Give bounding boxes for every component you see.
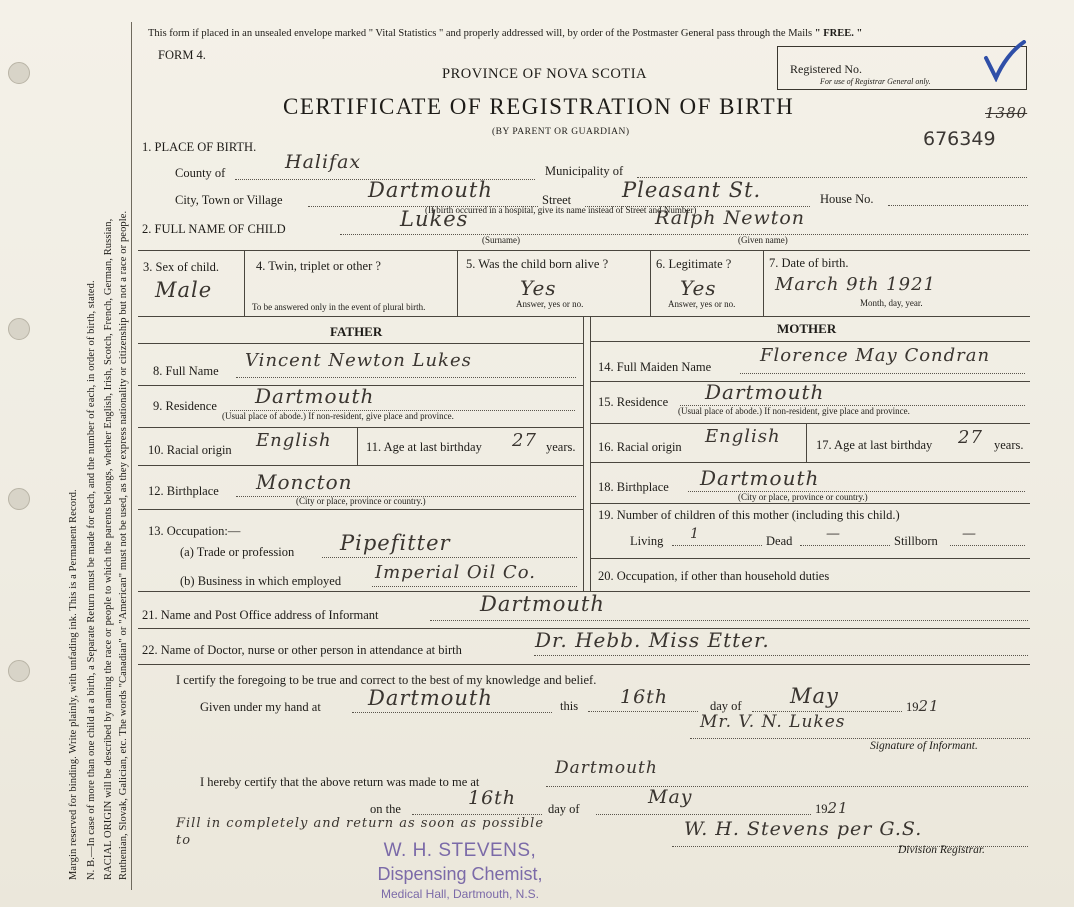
row-rule [138, 509, 583, 510]
registrar-day-of-label: day of [548, 802, 580, 816]
date-of-birth-value: March 9th 1921 [775, 274, 936, 295]
doctor-value: Dr. Hebb. Miss Etter. [535, 628, 770, 652]
father-trade-label: (a) Trade or profession [180, 545, 295, 559]
municipality-label: Municipality of [545, 164, 624, 178]
mother-children-label: 19. Number of children of this mother (including this child.) [598, 508, 900, 522]
mother-residence-label: 15. Residence [598, 395, 669, 409]
father-name-value: Vincent Newton Lukes [245, 350, 472, 371]
given-place-line [352, 712, 552, 713]
living-value: 1 [690, 526, 700, 542]
mother-occupation-label: 20. Occupation, if other than household duties [598, 569, 830, 583]
informant-signature: Mr. V. N. Lukes [700, 712, 846, 732]
margin-note-multiple-births: N. B.—In case of more than one child at a birth, a Separate Return must be made for each, and the number of each, in order of birth, stated. [86, 280, 97, 880]
stillborn-label: Stillborn [894, 534, 938, 548]
given-day-line [588, 711, 698, 712]
alive-label: 5. Was the child born alive ? [466, 257, 609, 271]
living-label: Living [630, 534, 664, 548]
city-value: Dartmouth [368, 178, 493, 202]
given-name-note: (Given name) [738, 235, 788, 245]
alive-note: Answer, yes or no. [516, 299, 584, 309]
house-number-label: House No. [820, 192, 874, 206]
binding-hole [8, 660, 30, 682]
father-age-label: 11. Age at last birthday [366, 440, 482, 454]
mother-race-label: 16. Racial origin [598, 440, 682, 454]
row-rule [138, 427, 583, 428]
father-business-value: Imperial Oil Co. [375, 562, 536, 583]
mother-age-label: 17. Age at last birthday [816, 438, 933, 452]
street-value: Pleasant St. [622, 178, 762, 202]
row-rule [138, 250, 1030, 251]
house-number-line [888, 205, 1028, 206]
mother-birthplace-label: 18. Birthplace [598, 480, 669, 494]
row-rule [138, 664, 1030, 665]
margin-note-racial-origin: RACIAL ORIGIN will be described by naming the race or people to which the parents belongs, whether English, Irish, Scotch, French, German, Russian, [103, 218, 114, 880]
margin-rule [131, 22, 132, 890]
row-rule [590, 462, 1030, 463]
row-rule [590, 503, 1030, 504]
column-divider [583, 316, 584, 591]
child-surname-value: Lukes [400, 207, 469, 231]
crossed-number: 1380 [985, 104, 1028, 122]
column-rule [650, 250, 651, 316]
column-rule [244, 250, 245, 316]
twin-label: 4. Twin, triplet or other ? [256, 259, 381, 273]
informant-line [430, 620, 1028, 621]
mother-years-label: years. [994, 438, 1024, 452]
county-label: County of [175, 166, 226, 180]
father-residence-value: Dartmouth [255, 384, 375, 408]
registrar-month-line [596, 814, 811, 815]
father-residence-label: 9. Residence [153, 399, 217, 413]
county-value: Halifax [285, 151, 362, 173]
mother-name-value: Florence May Condran [760, 345, 991, 366]
legitimate-label: 6. Legitimate ? [656, 257, 732, 271]
year-prefix: 19 [906, 700, 919, 714]
form-number: FORM 4. [158, 48, 206, 62]
father-residence-note: (Usual place of abode.) If non-resident, give place and province. [222, 411, 454, 421]
father-birthplace-value: Moncton [256, 470, 353, 494]
page-title: CERTIFICATE OF REGISTRATION OF BIRTH [283, 94, 795, 119]
day-of-label: day of [710, 699, 742, 713]
year-prefix: 19 [815, 802, 828, 816]
child-name-label: 2. FULL NAME OF CHILD [142, 222, 286, 236]
father-birthplace-note: (City or place, province or country.) [296, 496, 426, 506]
checkmark-icon [980, 40, 1028, 82]
column-rule [357, 427, 358, 465]
mother-race-value: English [705, 426, 781, 447]
father-heading: FATHER [330, 324, 383, 339]
stamp-address: Medical Hall, Dartmouth, N.S. [380, 887, 540, 901]
registration-number: 676349 [923, 128, 996, 150]
given-year-prefix [906, 697, 940, 715]
sex-value: Male [155, 278, 213, 302]
stillborn-value: — [962, 526, 977, 542]
surname-note: (Surname) [482, 235, 520, 245]
sex-label: 3. Sex of child. [143, 260, 220, 274]
given-under-label: Given under my hand at [200, 700, 321, 714]
father-business-line [372, 586, 577, 587]
row-rule [590, 341, 1030, 342]
father-years-label: years. [546, 440, 576, 454]
informant-value: Dartmouth [480, 592, 605, 616]
doctor-label: 22. Name of Doctor, nurse or other person in attendance at birth [142, 643, 462, 657]
column-divider [590, 316, 591, 591]
father-business-label: (b) Business in which employed [180, 574, 342, 588]
postal-notice [148, 28, 862, 39]
registrar-statement: I hereby certify that the above return was made to me at [200, 775, 480, 789]
twin-note: To be answered only in the event of plural birth. [252, 302, 426, 312]
on-the-label: on the [370, 802, 401, 816]
binding-hole [8, 62, 30, 84]
registered-label: Registered No. [790, 62, 862, 76]
binding-hole [8, 488, 30, 510]
date-of-birth-note: Month, day, year. [860, 298, 923, 308]
mother-age-value: 27 [958, 427, 983, 448]
given-month-value: May [790, 684, 839, 708]
row-rule [138, 343, 583, 344]
certify-statement: I certify the foregoing to be true and correct to the best of my knowledge and belief. [176, 673, 597, 687]
row-rule [138, 316, 1030, 317]
registrar-place-value: Dartmouth [555, 758, 658, 778]
signature-of-informant-label: Signature of Informant. [870, 740, 978, 752]
division-registrar-label: Division Registrar. [898, 844, 985, 856]
father-trade-value: Pipefitter [340, 531, 451, 555]
page-subtitle: (BY PARENT OR GUARDIAN) [492, 127, 630, 137]
place-of-birth-label: 1. PLACE OF BIRTH. [142, 140, 257, 154]
postal-notice-text: This form if placed in an unsealed envelope marked " Vital Statistics " and properly addressed will, by order of the Postmaster General pass through the Mails [148, 28, 813, 39]
free-mark: " FREE. " [814, 28, 863, 39]
given-place-value: Dartmouth [368, 686, 493, 710]
hospital-note: (If birth occurred in a hospital, give its name instead of Street and Number) [425, 205, 697, 215]
row-rule [138, 465, 583, 466]
doctor-line [534, 655, 1028, 656]
row-rule [590, 423, 1030, 424]
this-label: this [560, 699, 579, 713]
registrar-month-value: May [648, 786, 693, 808]
legitimate-value: Yes [680, 276, 717, 300]
date-of-birth-label: 7. Date of birth. [769, 256, 849, 270]
return-instruction: Fill in completely and return as soon as possible to [176, 816, 545, 848]
father-name-label: 8. Full Name [153, 364, 219, 378]
given-name-line [650, 234, 1028, 235]
city-label: City, Town or Village [175, 193, 283, 207]
registrar-year [815, 799, 849, 817]
dead-line [800, 545, 890, 546]
margin-note-racial-origin-cont: Ruthenian, Slovak, Galician, etc. The words "Canadian" or "American" must not be used, as they express nationality or citizenship but not a race or people. [118, 210, 129, 880]
registrar-signature: W. H. Stevens per G.S. [684, 818, 923, 840]
alive-value: Yes [520, 276, 557, 300]
margin-note-binding: Margin reserved for binding. Write plainly, with unfading ink. This is a Permanent Record. [68, 489, 79, 880]
dispensing-chemist-stamp [340, 840, 580, 901]
father-occupation-label: 13. Occupation:— [148, 524, 241, 538]
row-rule [590, 558, 1030, 559]
stillborn-line [950, 545, 1025, 546]
column-rule [806, 423, 807, 462]
father-age-value: 27 [512, 430, 537, 451]
living-line [672, 545, 762, 546]
informant-label: 21. Name and Post Office address of Informant [142, 608, 379, 622]
dead-label: Dead [766, 534, 793, 548]
dead-value: — [826, 526, 841, 542]
informant-signature-line [690, 738, 1030, 739]
province-heading: PROVINCE OF NOVA SCOTIA [442, 66, 647, 82]
street-label: Street [542, 193, 572, 207]
mother-residence-note: (Usual place of abode.) If non-resident, give place and province. [678, 406, 910, 416]
mother-birthplace-note: (City or place, province or country.) [738, 492, 868, 502]
mother-residence-value: Dartmouth [705, 380, 825, 404]
registrar-year-value: 21 [827, 799, 849, 817]
registered-note: For use of Registrar General only. [820, 77, 931, 86]
stamp-name: W. H. STEVENS, [383, 840, 537, 861]
column-rule [457, 250, 458, 316]
stamp-title: Dispensing Chemist, [377, 864, 543, 884]
registrar-place-line [546, 786, 1028, 787]
mother-name-label: 14. Full Maiden Name [598, 360, 712, 374]
father-birthplace-label: 12. Birthplace [148, 484, 219, 498]
father-name-line [236, 377, 576, 378]
column-rule [763, 250, 764, 316]
father-trade-line [322, 557, 577, 558]
given-day-value: 16th [620, 686, 669, 708]
binding-hole [8, 318, 30, 340]
mother-name-line [740, 373, 1025, 374]
registrar-day-value: 16th [468, 787, 517, 809]
child-given-value: Ralph Newton [655, 207, 806, 229]
legitimate-note: Answer, yes or no. [668, 299, 736, 309]
given-year-value: 21 [918, 697, 940, 715]
mother-heading: MOTHER [777, 321, 837, 336]
mother-birthplace-value: Dartmouth [700, 466, 820, 490]
father-race-value: English [256, 430, 332, 451]
father-race-label: 10. Racial origin [148, 443, 232, 457]
